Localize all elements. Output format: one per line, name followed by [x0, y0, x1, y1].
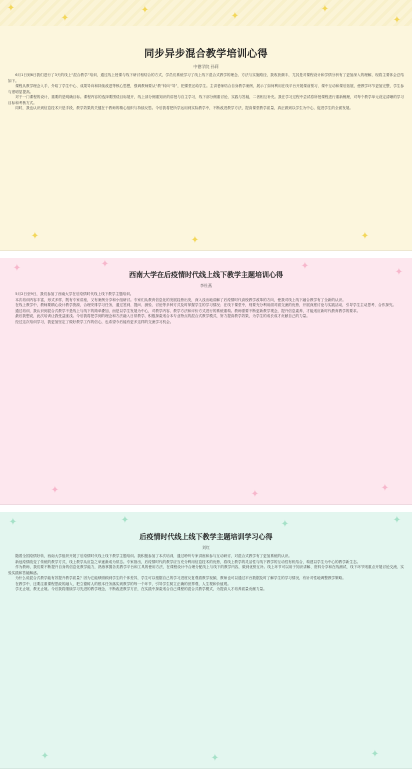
article-paragraph: 为什么说混合式教学能有效提升教学质量？因为它能够照顾到学生的个体差异，学生可以根据自己的学习进度反复观看教学视频，教师也可以通过平台数据及时了解学生的学习情况，有针对性地调整教学策略。: [15, 576, 346, 581]
article-paragraph: 随着全国疫情好转，西南大学组织开展了后疫情时代线上线下教学主题培训。我积极参加了本次培训，通过聆听专家讲座和参与互动研讨，对混合式教学有了更加系统的认识。: [15, 554, 292, 558]
article-author: 中德学院 孙莉: [193, 64, 219, 69]
sparkle-icon: ✦: [140, 5, 150, 16]
article-panel-1: [0, 0, 412, 251]
sparkle-icon: ✦: [60, 13, 70, 24]
sparkle-icon: ✦: [6, 3, 16, 14]
article-paragraph: 在线上教学中，教师要精心设计教学资源，合理安排学习任务，通过签到、提问、测验、讨论等多种方式及时掌握学生的学习情况；在线下课堂中，则要充分利用面对面交流的优势，开展深度讨论与实践活动，引导学生主动思考、合作探究。: [15, 303, 397, 308]
sparkle-icon: ✦: [190, 235, 200, 246]
sparkle-icon: ✦: [50, 485, 60, 496]
sparkle-icon: ✦: [370, 749, 380, 760]
sparkle-icon: ✦: [12, 263, 22, 274]
sparkle-icon: ✦: [320, 4, 330, 15]
article-title: 后疫情时代线上线下教学主题培训学习心得: [139, 532, 273, 541]
sparkle-icon: ✦: [40, 751, 50, 762]
article-paragraph: 作为教师，我们要不断提升自身的信息化教学能力，熟练掌握各类教学平台和工具的使用方法，在课程设计中合理分配线上与线下的教学内容，做到优势互补。线上环节可以用于知识讲解、资料分享和在线测试，线下环节则重点开展讨论交流、实验实践和答疑解惑。: [8, 565, 404, 575]
sparkle-icon: ✦: [360, 231, 370, 242]
sparkle-icon: ✦: [230, 11, 240, 22]
article-paragraph: 同时，我也认识到信息技术只是手段，教学效果的关键在于教师的精心组织与持续反思。今后我将把所学运用到实际教学中，不断改进教学方法，提高课堂教学质量，真正做到以学生为中心，促进学生的全面发展。: [15, 106, 353, 111]
sparkle-icon: ✦: [380, 483, 390, 494]
article-panel-3: [0, 512, 412, 769]
sparkle-icon: ✦: [394, 267, 404, 278]
sparkle-icon: ✦: [210, 753, 220, 764]
article-title: 西南大学在后疫情时代线上线下教学主题培训心得: [129, 270, 283, 279]
sparkle-icon: ✦: [392, 515, 402, 526]
sparkle-icon: ✦: [30, 231, 40, 242]
article-paragraph: 最后我想说，此次培训让我受益匪浅。今后我将把学到的理念和方法融入日常教学，积极探索适合本专业特点的混合式教学模式，努力提高教学效果，为学生的成长成才贡献自己的力量。: [15, 314, 310, 319]
article-author: 刘红: [202, 545, 210, 550]
sparkle-icon: ✦: [8, 517, 18, 528]
article-paragraph: 经过这次培训学习，我更加坚定了做好教学工作的信心，也希望今后能有更多这样的交流学习机会。: [15, 319, 174, 324]
article-paragraph: 新冠疫情改变了传统的教学方式，线上教学从应急之举逐渐成为常态。专家指出，后疫情时代的教学应当充分利用信息技术的优势，将线上教学的灵活性与线下教学的互动性有机结合，构建以学生为中心的教学新生态。: [15, 559, 361, 564]
article-paragraph: 本次培训内容丰富，形式多样，既有专家讲座，又有案例分享和小组研讨。专家们从教育信息化的发展趋势出发，深入浅出地讲解了后疫情时代高校教学改革的方向，使我对线上线下融合教学有了全新的认识。: [15, 297, 346, 302]
article-paragraph: 通过培训，我认识到混合式教学不是线上与线下的简单叠加，而是以学生发展为中心，对教学内容、教学方法和评价方式进行的系统重构。教师需要不断更新教学观念，提升信息素养，才能适应新时代教育教学的要求。: [15, 308, 361, 313]
article-author: 李杜燕: [200, 283, 212, 288]
sparkle-icon: ✦: [392, 15, 402, 26]
article-paragraph: 课程从教学理念入手，介绍了学生中心、成果导向和持续改进等核心思想，强调教师要从“教”转向“导”，把课堂还给学生。主讲老师结合自身教学案例，展示了如何利用在线平台开展课前预习、课中互动和课后拓展，使教学环节更加完整，学生参与度明显提高。: [8, 84, 404, 94]
sparkle-icon: ✦: [120, 515, 130, 526]
sparkle-icon: ✦: [300, 261, 310, 272]
article-paragraph: 学无止境，教无止境。今后我将继续学习先进的教学理念，不断改进教学方法，在实践中探索适合自己课程的混合式教学模式，为提高人才培养质量贡献力量。: [15, 587, 267, 592]
sparkle-icon: ✦: [100, 259, 110, 270]
article-paragraph: 对于一门课程的设计，重要的是明确目标。课程内容的选择要围绕目标展开，线上部分侧重知识的讲授与自主学习，线下部分侧重讨论、实践与答疑，二者相互补充。我在学习过程中尝试将所授课程进行重新梳理，对每个教学单元设定清晰的学习目标和考核方式。: [8, 95, 404, 105]
article-paragraph: 5月2日至9日，我们参加了西南大学在后疫情时代线上线下教学主题培训。: [15, 292, 134, 296]
sparkle-icon: ✦: [250, 489, 260, 500]
article-paragraph: 6月1日到6日我们进行了3天的线上“混合教学”培训，通过线上授课与线下研讨相结合的方式，学员们系统学习了线上线下混合式教学的理念、方法与实施路径，我收获颇丰，尤其是对课程设计和学情分析有了更加深入的理解，现将主要体会总结如下。: [8, 73, 404, 83]
article-title: 同步异步混合教学培训心得: [144, 49, 268, 60]
sparkle-icon: ✦: [280, 519, 290, 530]
article-paragraph: 在教学中，还要注重课程思政的融入，把立德树人的根本任务落实到教学的每一个环节，引导学生树立正确的世界观、人生观和价值观。: [15, 581, 231, 586]
article-panel-2: [0, 258, 412, 505]
